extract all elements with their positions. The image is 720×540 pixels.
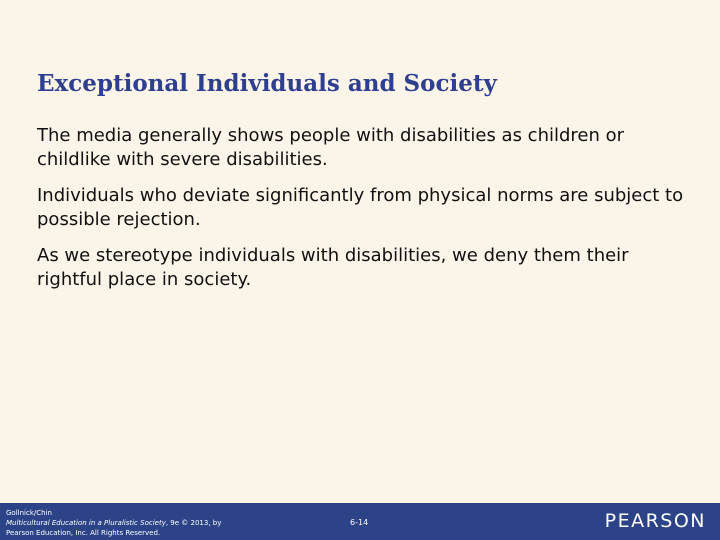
page-number: 6-14 (350, 518, 369, 527)
credit-book-title: Multicultural Education in a Pluralistic Society (6, 519, 166, 527)
credit-book-line (6, 518, 221, 528)
credit-authors: Gollnick/Chin (6, 509, 52, 517)
credit-publisher: Pearson Education, Inc. All Rights Reserved. (6, 529, 161, 537)
slide-title: Exceptional Individuals and Society (37, 70, 497, 97)
bullet-list (37, 124, 687, 304)
bullet-item: Individuals who deviate significantly from physical norms are subject to possible rejection. (37, 185, 684, 230)
credit-edition: , 9e © 2013, by (165, 519, 222, 527)
copyright-credit (6, 508, 221, 538)
footer-bar (0, 503, 720, 540)
pearson-logo: PEARSON (604, 510, 706, 532)
bullet-item: The media generally shows people with disabilities as children or childlike with severe disabilities. (37, 125, 625, 170)
bullet-item: As we stereotype individuals with disabilities, we deny them their rightful place in society. (37, 245, 629, 290)
